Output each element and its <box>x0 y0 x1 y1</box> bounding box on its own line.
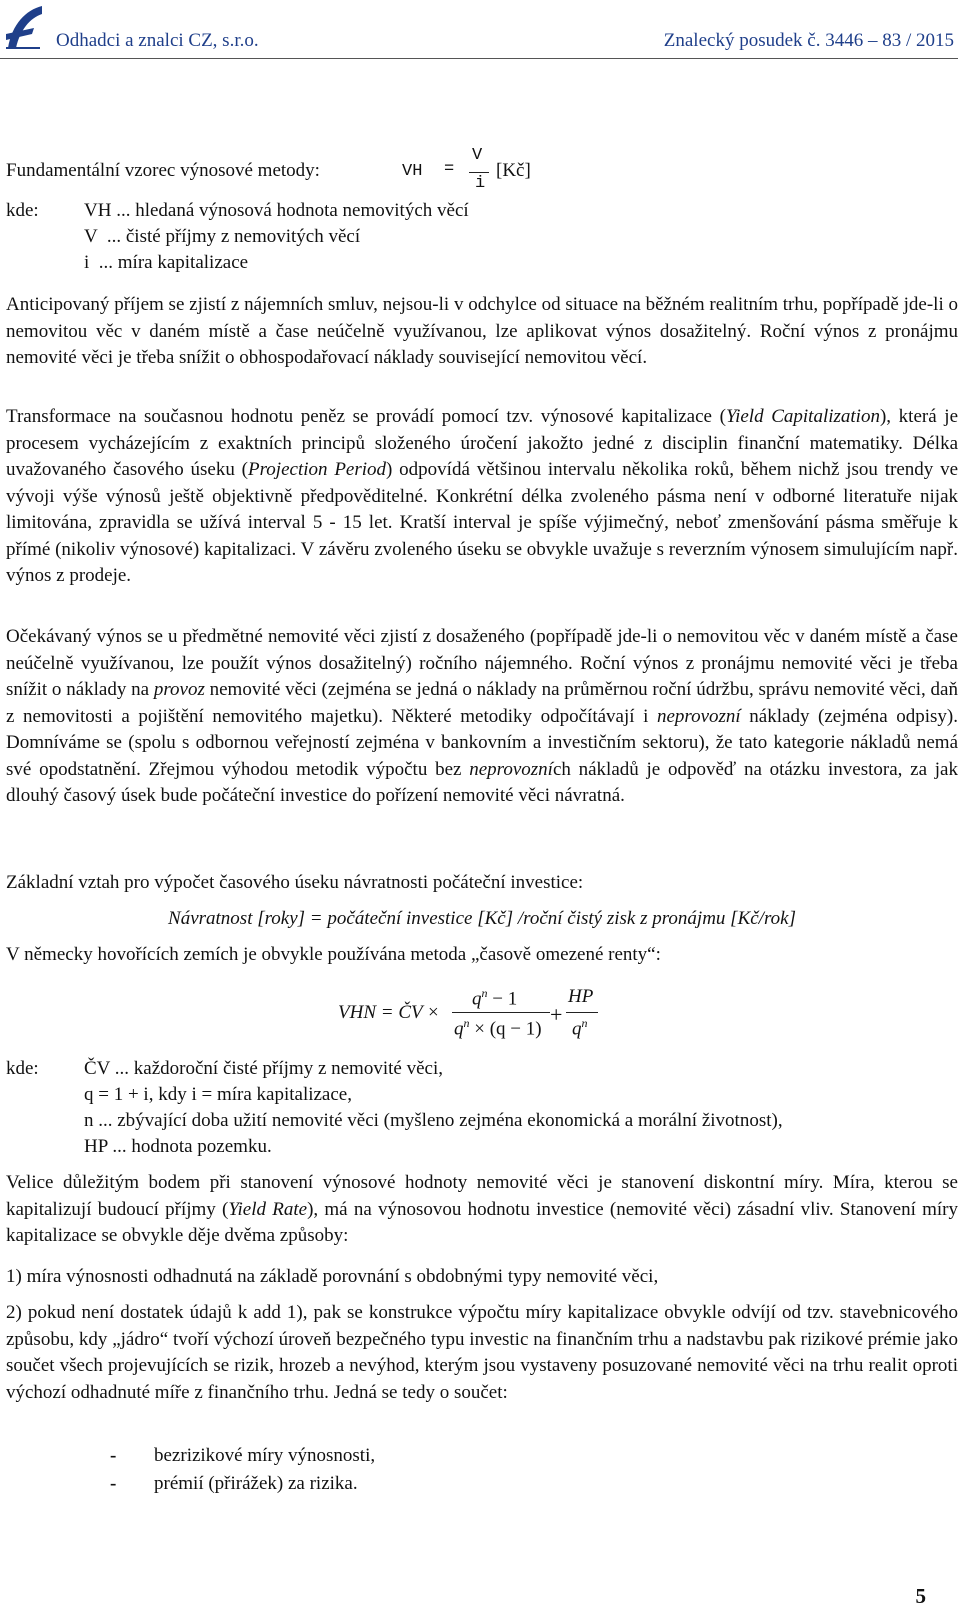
list-bullet: - <box>110 1445 117 1466</box>
formula2-lhs: VHN = ČV <box>338 1002 423 1023</box>
definition-item: i ... míra kapitalizace <box>84 252 249 273</box>
list-item: prémií (přirážek) za rizika. <box>154 1473 358 1494</box>
paragraph-method-1: 1) míra výnosnosti odhadnutá na základě porovnání s obdobnými typy nemovité věci, <box>6 1266 659 1287</box>
formula-label: Fundamentální vzorec výnosové metody: <box>6 160 320 181</box>
paragraph-method-2: 2) pokud není dostatek údajů k add 1), pak se konstrukce výpočtu míry kapitalizace obvykle odvíjí od tzv. stavebnicového způsobu, kdy „jádro“ tvoří výchozí úroveň bezpečného typu investic na finančním trhu a nadstavbu pak rizikové prémie jako součet všech projevujících se rizik, hrozeb a nevýhod, kterým jsou vystaveny posuzované nemovité věci na trhu realit oproti výchozí odhadnuté míře z finančního trhu. Jedná se tedy o součet: <box>6 1302 958 1403</box>
formula-fundamental <box>6 146 706 202</box>
fraction-bar <box>452 1012 550 1013</box>
formula2-den1: $q^n \times (q - 1)$ <box>454 1016 542 1040</box>
formula-lhs: VH <box>402 162 423 181</box>
definition-item: ČV ... každoroční čisté příjmy z nemovité věci, <box>84 1058 443 1079</box>
list-bullet: - <box>110 1473 117 1494</box>
list-components <box>6 1442 958 1502</box>
formula-equals: = <box>444 160 455 179</box>
fraction-bar <box>566 1012 598 1013</box>
definition-item: V ... čisté příjmy z nemovitých věcí <box>84 226 361 247</box>
formula-payback: Návratnost [roky] = počáteční investice [Kč] /roční čistý zisk z pronájmu [Kč/rok] <box>168 908 796 929</box>
list-item: bezrizikové míry výnosnosti, <box>154 1445 376 1466</box>
formula-numerator: V <box>472 146 483 165</box>
header-report-number: Znalecký posudek č. 3446 – 83 / 2015 <box>663 30 954 51</box>
definition-item: VH ... hledaná výnosová hodnota nemovitých věcí <box>84 200 469 221</box>
definitions-block-1 <box>6 198 958 278</box>
definition-item: q = 1 + i, kdy i = míra kapitalizace, <box>84 1084 352 1105</box>
header-company: Odhadci a znalci CZ, s.r.o. <box>56 30 259 51</box>
formula-denominator: i <box>475 174 486 193</box>
paragraph-german-method: V německy hovořících zemích je obvykle používána metoda „časově omezené renty“: <box>6 944 661 965</box>
company-logo-icon <box>4 4 44 50</box>
fraction-bar <box>469 172 489 173</box>
paragraph-expected-yield: Očekávaný výnos se u předmětné nemovité věci zjistí z dosaženého (popřípadě jde-li o nemovitou věc v daném místě a čase neúčelně využívanou, lze použít výnos dosažitelný) ročního nájemného. Roční výnos z pronájmu nemovité věci je třeba snížit o náklady na provoz nemovité věci (zejména se jedná o náklady na průměrnou roční údržbu, správu nemovité věci, daň z nemovitosti a pojištění nemovitého majetku). Některé metodiky odpočítávají i neprovozní náklady (zejména odpisy). Domníváme se (spolu s odbornou veřejností zejména v bankovním a investičním sektoru), že tato kategorie nákladů nemá své opodstatnění. Zřejmou výhodou metodik výpočtu bez neprovozních nákladů je odpověď na otázku investora, za jak dlouhý časový úsek bude počáteční investice do pořízení nemovité věci návratná. <box>6 626 958 806</box>
paragraph-transformation: Transformace na současnou hodnotu peněz se provádí pomocí tzv. výnosové kapitalizace (Yield Capitalization), která je procesem vycházejícím z exaktních principů složeného úročení jakožto jedné z disciplin finanční matematiky. Délka uvažovaného časového úseku (Projection Period) odpovídá většinou intervalu několika roků, během nichž jsou trendy ve vývoji výše výnosů ještě objektivně předpověditelné. Konkrétní délka zvoleného pásma není v odborné literatuře nijak limitována, zpravidla se užívá interval 5 - 15 let. Kratší interval je spíše výjimečný, neboť zmenšování pásma směřuje k přímé (nikoliv výnosové) kapitalizaci. V závěru zvoleného úseku se obvykle uvažuje s reverzním výnosem simulujícím např. výnos z prodeje. <box>6 406 959 586</box>
definition-item: n ... zbývající doba užití nemovité věci (myšleno zejména ekonomická a morální životnost), <box>84 1110 783 1131</box>
page-number: 5 <box>915 1584 926 1608</box>
formula2-num2: HP <box>568 986 594 1007</box>
formula2-plus: + <box>550 1002 563 1027</box>
definition-item: HP ... hodnota pozemku. <box>84 1136 272 1157</box>
formula-vhn <box>6 982 958 1062</box>
paragraph-basic-relation: Základní vztah pro výpočet časového úseku návratnosti počáteční investice: <box>6 872 584 893</box>
paragraph-anticipated-income: Anticipovaný příjem se zjistí z nájemních smluv, nejsou-li v odchylce od situace na běžném realitním trhu, popřípadě jde-li o nemovitou věc v daném místě a čase neúčelně využívanou, lze aplikovat výnos dosažitelný. Roční výnos z pronájmu nemovité věci je třeba snížit o obhospodařovací náklady související nemovitou věcí. <box>6 294 958 368</box>
definitions-block-2 <box>6 1056 958 1166</box>
paragraph-discount-rate: Velice důležitým bodem při stanovení výnosové hodnoty nemovité věci je stanovení diskontní míry. Míra, kterou se kapitalizují budoucí příjmy (Yield Rate), má na výnosovou hodnotu investice (nemovité věci) zásadní vliv. Stanovení míry kapitalizace se obvykle děje dvěma způsoby: <box>6 1172 958 1246</box>
definitions-kde-label: kde: <box>6 1058 39 1079</box>
formula2-num1: $q^n - 1$ <box>472 986 518 1010</box>
page-header <box>0 0 958 59</box>
formula2-times: × <box>428 1002 439 1023</box>
formula2-den2: $q^n$ <box>572 1016 588 1040</box>
definitions-kde-label: kde: <box>6 200 39 221</box>
formula-unit: [Kč] <box>496 160 531 181</box>
